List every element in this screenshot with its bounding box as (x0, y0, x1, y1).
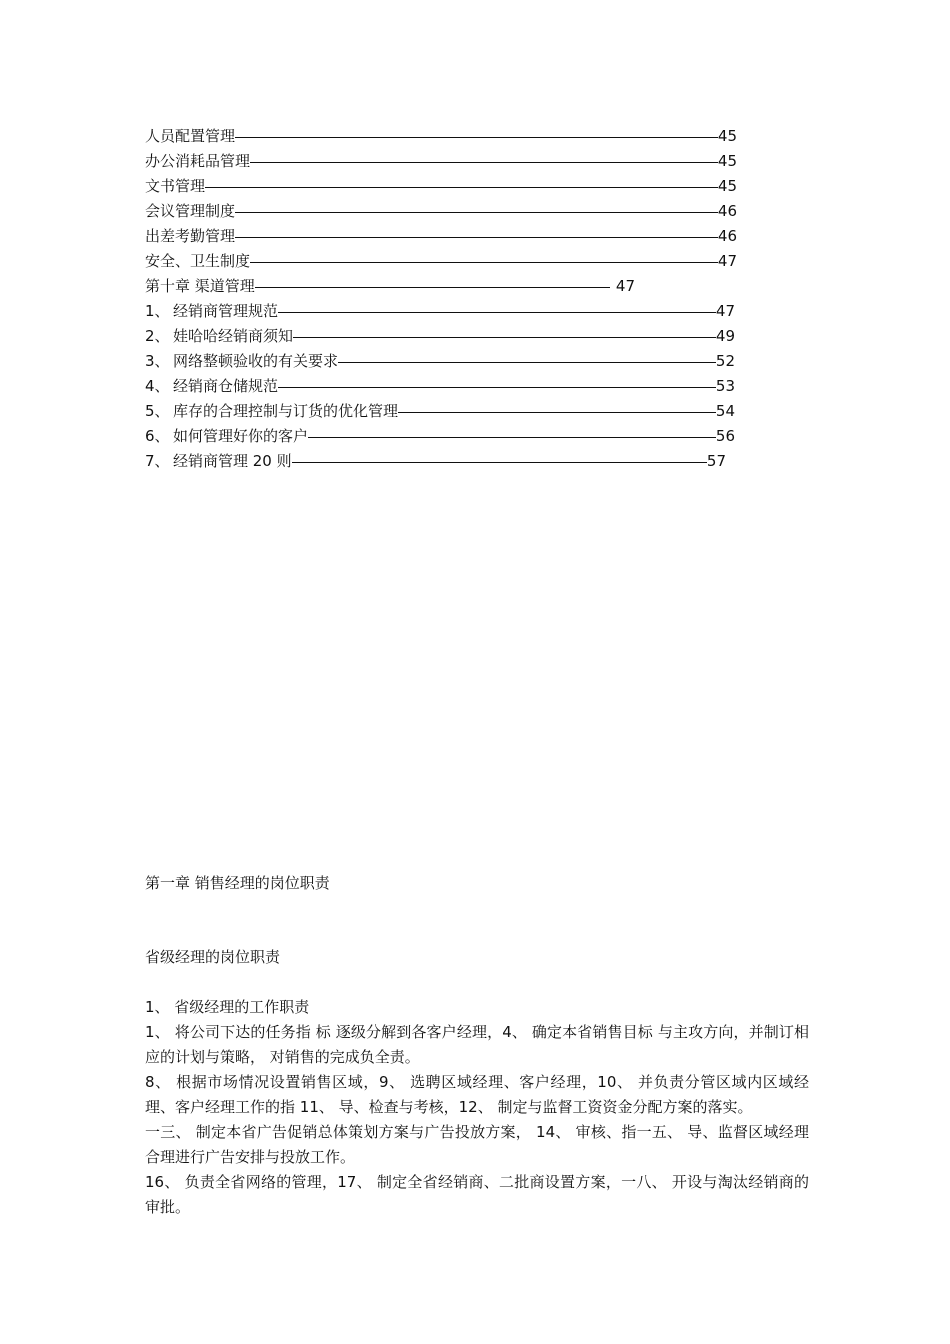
paragraph: 一三、 制定本省广告促销总体策划方案与广告投放方案， 14、 审核、指一五、 导、监督区域经理合理进行广告安排与投放工作。 (145, 1123, 809, 1166)
toc-leader (292, 462, 707, 463)
toc-page-number: 45 (717, 127, 737, 145)
toc-page-number: 52 (715, 352, 735, 370)
toc-page-number: 53 (715, 377, 735, 395)
toc-page-number: 56 (715, 427, 735, 445)
toc-row[interactable] (145, 349, 735, 374)
toc-title: 经销商管理 20 则 (173, 452, 292, 470)
toc-title: 办公消耗品管理 (145, 152, 251, 170)
chapter-heading: 第一章 销售经理的岗位职责 (145, 874, 330, 892)
toc-title: 经销商管理规范 (173, 302, 279, 320)
toc-leader (293, 337, 716, 338)
toc-page-number: 54 (715, 402, 735, 420)
toc-row[interactable] (145, 399, 735, 424)
subsection-heading: 1、 省级经理的工作职责 (145, 998, 310, 1016)
toc-leader (398, 412, 716, 413)
toc-title: 安全、卫生制度 (145, 252, 251, 270)
toc-title: 如何管理好你的客户 (173, 427, 309, 445)
toc-leader (250, 262, 718, 263)
section-heading: 省级经理的岗位职责 (145, 948, 281, 966)
toc-page-number: 46 (717, 227, 737, 245)
toc-page-number: 46 (717, 202, 737, 220)
toc-item-number: 1、 (145, 302, 170, 320)
toc-leader (278, 312, 716, 313)
toc-row[interactable] (145, 299, 735, 324)
toc-item-number: 5、 (145, 402, 170, 420)
toc-title: 会议管理制度 (145, 202, 236, 220)
toc-page-number: 49 (715, 327, 735, 345)
body-paragraphs (145, 1020, 809, 1220)
toc-row[interactable] (145, 249, 737, 274)
toc-leader (235, 212, 718, 213)
toc-item-number: 7、 (145, 452, 170, 470)
toc-title: 出差考勤管理 (145, 227, 236, 245)
toc-title: 经销商仓储规范 (173, 377, 279, 395)
toc-page-number: 47 (715, 302, 735, 320)
toc-leader (250, 162, 718, 163)
toc-row[interactable] (145, 174, 737, 199)
toc-leader (255, 287, 610, 288)
toc-leader (338, 362, 716, 363)
toc-row-chapter[interactable] (145, 274, 635, 299)
toc-leader (205, 187, 718, 188)
toc-title: 人员配置管理 (145, 127, 236, 145)
toc-item-number: 2、 (145, 327, 170, 345)
toc-row[interactable] (145, 424, 735, 449)
paragraph: 16、 负责全省网络的管理，17、 制定全省经销商、二批商设置方案，一八、 开设与淘汰经销商的审批。 (145, 1173, 809, 1216)
toc-page-number: 47 (717, 252, 737, 270)
toc-page-number: 57 (706, 452, 726, 470)
toc-leader (308, 437, 716, 438)
toc-row[interactable] (145, 224, 737, 249)
toc-title: 网络整顿验收的有关要求 (173, 352, 339, 370)
toc-title: 娃哈哈经销商须知 (173, 327, 294, 345)
toc-row[interactable] (145, 149, 737, 174)
paragraph: 1、 将公司下达的任务指 标 逐级分解到各客户经理，4、 确定本省销售目标 与主攻方向，并制订相应的计划与策略， 对销售的完成负全责。 (145, 1023, 809, 1066)
toc-item-number: 6、 (145, 427, 170, 445)
toc-title: 第十章 渠道管理 (145, 277, 255, 295)
toc-leader (235, 137, 718, 138)
toc-page-number: 45 (717, 152, 737, 170)
toc-title: 库存的合理控制与订货的优化管理 (173, 402, 399, 420)
toc-page-number: 45 (717, 177, 737, 195)
toc-row[interactable] (145, 374, 735, 399)
toc-page-number: 47 (615, 277, 635, 295)
toc-item-number: 3、 (145, 352, 170, 370)
toc-leader (278, 387, 716, 388)
paragraph: 8、 根据市场情况设置销售区域，9、 选聘区域经理、客户经理，10、 并负责分管区域内区域经理、客户经理工作的指 11、 导、检查与考核，12、 制定与监督工资资金分配方案的落实。 (145, 1073, 809, 1116)
toc-row[interactable] (145, 124, 737, 149)
toc-row[interactable] (145, 449, 726, 474)
toc-row[interactable] (145, 324, 735, 349)
toc-item-number: 4、 (145, 377, 170, 395)
toc-row[interactable] (145, 199, 737, 224)
toc-leader (235, 237, 718, 238)
toc-title: 文书管理 (145, 177, 206, 195)
